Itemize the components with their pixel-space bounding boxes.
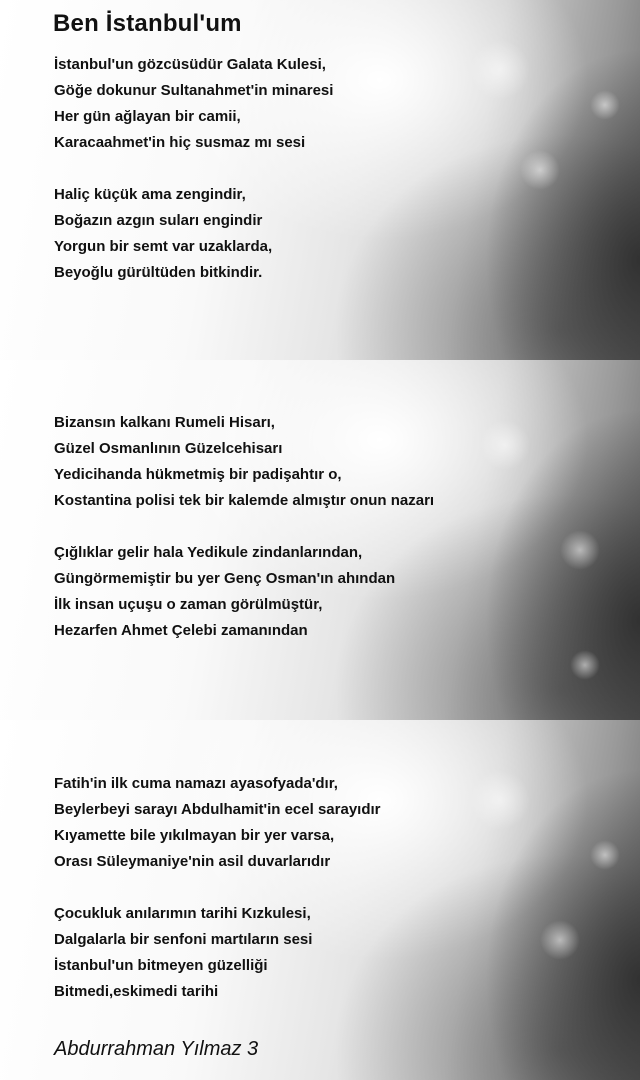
poem-line: Her gün ağlayan bir camii, (54, 108, 241, 125)
poem-line: Bitmedi,eskimedi tarihi (54, 983, 219, 1000)
poem-line: Göğe dokunur Sultanahmet'in minaresi (54, 82, 334, 99)
stanza (54, 410, 434, 514)
poem-line: Hezarfen Ahmet Çelebi zamanından (54, 622, 308, 639)
poem-stanzas (54, 771, 381, 1005)
bokeh-light (590, 90, 620, 120)
poem-panel-3 (0, 720, 640, 1080)
poem-stanzas (54, 410, 434, 644)
poem-line: İlk insan uçuşu o zaman görülmüştür, (54, 596, 323, 613)
poem-title: Ben İstanbul'um (53, 10, 242, 37)
poem-line: Çığlıklar gelir hala Yedikule zindanlarından, (54, 544, 363, 561)
poem-line: Kostantina polisi tek bir kalemde almıştır onun nazarı (54, 492, 435, 509)
poem-line: Güngörmemiştir bu yer Genç Osman'ın ahından (54, 570, 396, 587)
poem-line: Yedicihanda hükmetmiş bir padişahtır o, (54, 466, 342, 483)
poem-line: Beyoğlu gürültüden bitkindir. (54, 264, 263, 281)
bokeh-light (470, 770, 530, 830)
stanza (54, 771, 381, 875)
poem-line: Yorgun bir semt var uzaklarda, (54, 238, 273, 255)
bokeh-light (470, 40, 530, 100)
poem-line: Orası Süleymaniye'nin asil duvarlarıdır (54, 853, 331, 870)
bokeh-light (480, 420, 530, 470)
poem-stanzas (54, 52, 333, 286)
poem-line: Boğazın azgın suları engindir (54, 212, 263, 229)
poem-line: İstanbul'un gözcüsüdür Galata Kulesi, (54, 56, 326, 73)
poem-line: Kıyamette bile yıkılmayan bir yer varsa, (54, 827, 335, 844)
bokeh-light (520, 150, 560, 190)
poem-line: Fatih'in ilk cuma namazı ayasofyada'dır, (54, 775, 338, 792)
poem-author: Abdurrahman Yılmaz 3 (54, 1038, 259, 1060)
stanza (54, 901, 381, 1005)
bokeh-light (560, 530, 600, 570)
bokeh-light (540, 920, 580, 960)
stanza (54, 52, 333, 156)
poem-line: Beylerbeyi sarayı Abdulhamit'in ecel sarayıdır (54, 801, 381, 818)
bokeh-light (570, 650, 600, 680)
bokeh-light (590, 840, 620, 870)
poem-line: Dalgalarla bir senfoni martıların sesi (54, 931, 313, 948)
poem-panel-2 (0, 360, 640, 720)
poem-line: Haliç küçük ama zengindir, (54, 186, 246, 203)
stanza (54, 182, 333, 286)
poem-line: İstanbul'un bitmeyen güzelliği (54, 957, 268, 974)
poem-line: Karacaahmet'in hiç susmaz mı sesi (54, 134, 306, 151)
poem-panel-1 (0, 0, 640, 360)
poem-line: Bizansın kalkanı Rumeli Hisarı, (54, 414, 275, 431)
poem-line: Güzel Osmanlının Güzelcehisarı (54, 440, 283, 457)
stanza (54, 540, 434, 644)
poem-line: Çocukluk anılarımın tarihi Kızkulesi, (54, 905, 311, 922)
